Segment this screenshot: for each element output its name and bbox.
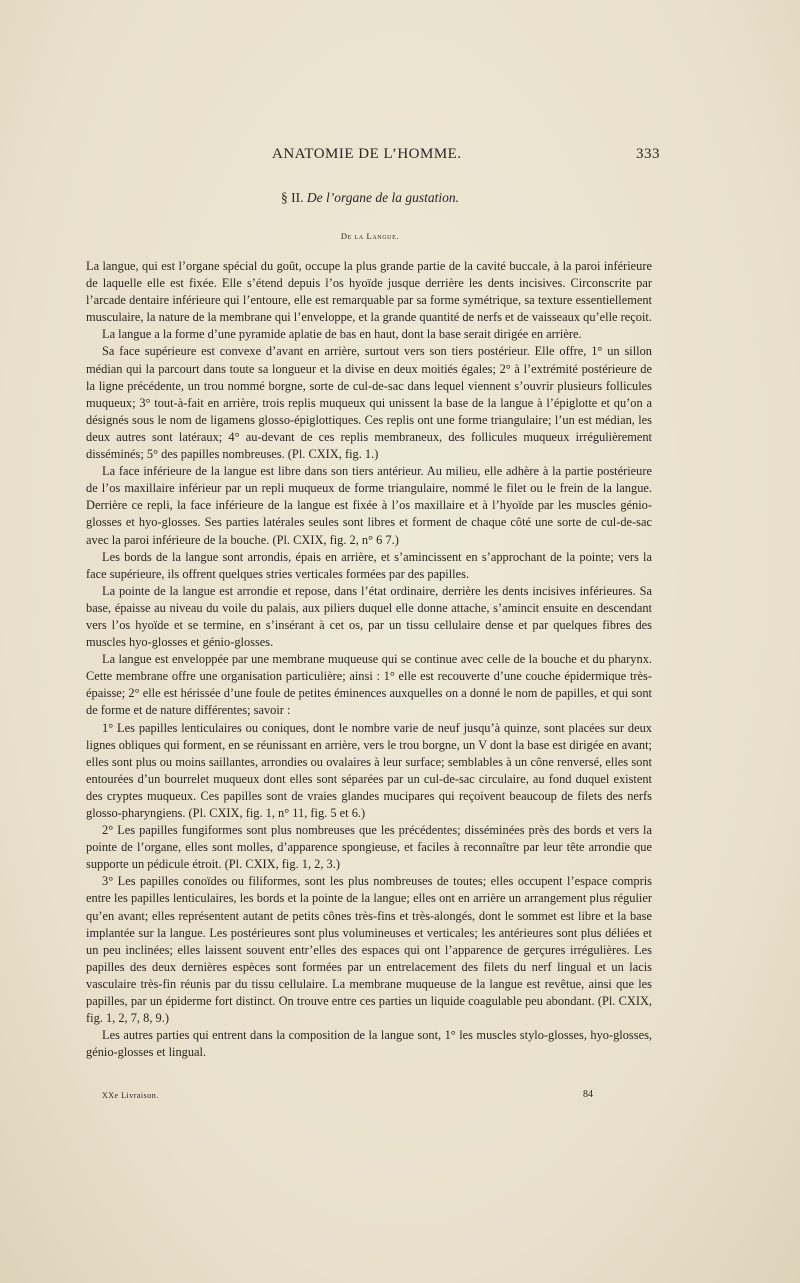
section-heading — [0, 190, 740, 206]
paragraph: 3° Les papilles conoïdes ou filiformes, sont les plus nombreuses de toutes; elles occupent l’espace compris entre les papilles lenticulaires, les bords et la pointe de la langue; elles ont en arrière un arrangement plus régulier qu’en avant; elles représentent autant de petits cônes très-fins et très-alongés, dont le sommet est libre et la base implantée sur la langue. Les postérieures sont plus volumineuses et verticales; les antérieures sont plus déliées et un peu inclinées; elles laissent souvent entr’elles des espaces qui ont l’apparence de gerçures irrégulières. Les papilles des deux dernières espèces sont formées par un entrelacement des filets du nerf lingual et un lacis vasculaire très-fin réunis par du tissu cellulaire. La membrane muqueuse de la langue est revêtue, ainsi que les papilles, par un épiderme fort distinct. On trouve entre ces parties un liquide coagulable peu abondant. (Pl. CXIX, fig. 1, 2, 7, 8, 9.) — [86, 874, 652, 1026]
paragraph: 1° Les papilles lenticulaires ou coniques, dont le nombre varie de neuf jusqu’à quinze, sont placées sur deux lignes obliques qui forment, en se réunissant en arrière, vers le trou borgne, un V dont la base est dirigée en avant; elles sont plus ou moins saillantes, arrondies ou ovalaires à leur surface; semblables à un cône renversé, elles sont entourées d’un bourrelet muqueux dont elles sont séparées par un cul-de-sac circulaire, au fond duquel existent des cryptes muqueux. Ces papilles sont de vraies glandes mucipares qui reçoivent beaucoup de filets des nerfs glosso-pharyngiens. (Pl. CXIX, fig. 1, n° 11, fig. 5 et 6.) — [86, 720, 652, 820]
paragraph: La face inférieure de la langue est libre dans son tiers antérieur. Au milieu, elle adhère à la partie postérieure de l’os maxillaire inférieur par un repli muqueux de forme triangulaire, nommé le filet ou le frein de la langue. Derrière ce repli, la face inférieure de la langue est fixée à l’os maxillaire et à l’hyoïde par les muscles génio-glosses et hyo-glosses. Ses parties latérales seules sont libres et forment de chaque côté une sorte de cul-de-sac avec la paroi inférieure de la bouche. (Pl. CXIX, fig. 2, n° 6 7.) — [86, 464, 652, 547]
page-number: 333 — [636, 146, 660, 162]
section-title: De l’organe de la gustation. — [306, 190, 459, 205]
paragraph: 2° Les papilles fungiformes sont plus nombreuses que les précédentes; disséminées près des bords et vers la pointe de l’organe, elles sont molles, d’apparence spongieuse, et faciles à reconnaître par leur tête arrondie que supporte un pédicule étroit. (Pl. CXIX, fig. 1, 2, 3.) — [86, 823, 652, 872]
paragraph: Sa face supérieure est convexe d’avant en arrière, surtout vers son tiers postérieur. Elle offre, 1° un sillon médian qui la parcourt dans toute sa longueur et la divise en deux moitiés égales; 2° à l’extrémité postérieure de la ligne précédente, un trou nommé borgne, sorte de cul-de-sac dans lequel viennent s’ouvrir plusieurs follicules muqueux; 3° tout-à-fait en arrière, trois replis muqueux qui unissent la base de la langue à l’épiglotte et qu’on a désignés sous le nom de ligamens glosso-épiglottiques. Ces replis ont une forme triangulaire; l’un est médian, les deux autres sont latéraux; 4° au-devant de ces replis membraneux, des follicules muqueux irrégulièrement disséminés; 5° des papilles nombreuses. (Pl. CXIX, fig. 1.) — [86, 344, 652, 462]
signature-mark: 84 — [583, 1089, 593, 1100]
subheading: De la Langue. — [340, 231, 400, 241]
paragraph: La langue est enveloppée par une membrane muqueuse qui se continue avec celle de la bouche et du pharynx. Cette membrane offre une organisation particulière; ainsi : 1° elle est recouverte d’une couche épidermique très-épaisse; 2° elle est hérissée d’une foule de petites éminences auxquelles on a donné le nom de papilles, et qui sont de forme et de nature différentes; savoir : — [86, 652, 652, 718]
paragraph: La langue a la forme d’une pyramide aplatie de bas en haut, dont la base serait dirigée en arrière. — [102, 327, 582, 342]
paragraph: La langue, qui est l’organe spécial du goût, occupe la plus grande partie de la cavité buccale, à la paroi inférieure de laquelle elle est fixée. Elle s’étend depuis l’os hyoïde jusque derrière les dents incisives. Circonscrite par l’arcade dentaire inférieure qui l’entoure, elle est remarquable par sa forme symétrique, sa texture essentiellement musculaire, la nature de la membrane qui l’enveloppe, et la grande quantité de nerfs et de vaisseaux qu’elle reçoit. — [86, 259, 652, 325]
livraison-mark: XXe Livraison. — [102, 1091, 159, 1100]
section-number: § II. — [281, 190, 304, 205]
paragraph: Les bords de la langue sont arrondis, épais en arrière, et s’amincissent en s’approchant de la pointe; vers la face supérieure, ils offrent quelques stries verticales formées par des papilles. — [86, 549, 652, 581]
page-header — [80, 146, 660, 168]
paragraph: Les autres parties qui entrent dans la composition de la langue sont, 1° les muscles stylo-glosses, hyo-glosses, génio-glosses et lingual. — [86, 1028, 652, 1060]
paragraph: La pointe de la langue est arrondie et repose, dans l’état ordinaire, derrière les dents incisives inférieures. Sa base, épaisse au niveau du voile du palais, aux piliers duquel elle donne attache, s’amincit ensuite en descendant vers l’os hyoïde et se termine, en s’insérant à cet os, par un tissu cellulaire dense et par quelques fibres des muscles hyo-glosses et génio-glosses. — [86, 583, 652, 650]
body-text — [86, 258, 652, 1061]
running-title: ANATOMIE DE L’HOMME. — [272, 146, 462, 162]
